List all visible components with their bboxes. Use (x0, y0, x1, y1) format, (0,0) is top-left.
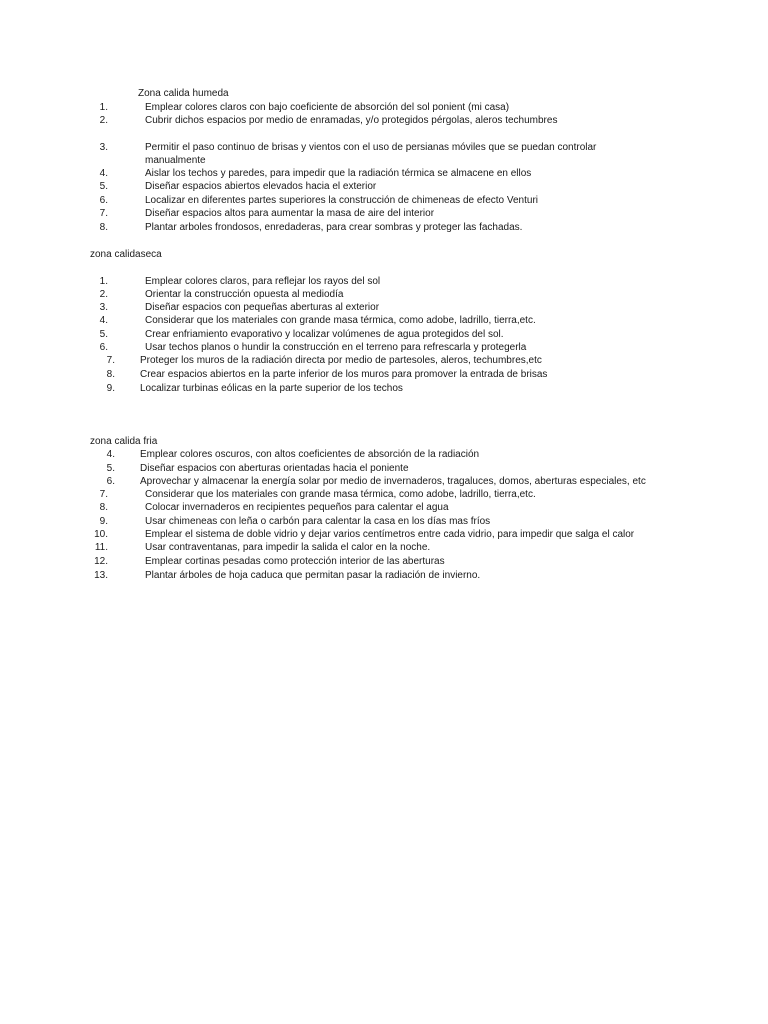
list-item-text: Emplear el sistema de doble vidrio y dejar varios centímetros entre cada vidrio, para impedir que salga el calor (145, 529, 635, 540)
list-item-number: 7. (99, 489, 108, 500)
list-item-text: Diseñar espacios con pequeñas aberturas al exterior (145, 302, 380, 313)
list-item-number: 8. (99, 222, 108, 233)
list-item-number: 5. (106, 463, 115, 474)
list-item-number: 4. (99, 168, 108, 179)
list-item-number: 7. (106, 355, 115, 366)
section-heading: zona calidaseca (90, 249, 162, 260)
list-item-text: Orientar la construcción opuesta al mediodía (145, 289, 344, 300)
list-item-number: 6. (99, 195, 108, 206)
list-item-text: Emplear colores claros, para reflejar los rayos del sol (145, 276, 381, 287)
list-item-text: Proteger los muros de la radiación directa por medio de partesoles, aleros, techumbres,etc (140, 355, 542, 366)
list-item-number: 3. (99, 142, 108, 153)
list-item-text: Cubrir dichos espacios por medio de enramadas, y/o protegidos pérgolas, aleros techumbres (145, 115, 558, 126)
list-item-text: Usar chimeneas con leña o carbón para calentar la casa en los días mas fríos (145, 516, 491, 527)
list-item-text: Plantar árboles de hoja caduca que permitan pasar la radiación de invierno. (145, 570, 481, 581)
section-heading: zona calida fria (90, 436, 158, 447)
list-item-text: Usar techos planos o hundir la construcción en el terreno para refrescarla y protegerla (145, 342, 527, 353)
list-item-text: Usar contraventanas, para impedir la salida el calor en la noche. (145, 542, 431, 553)
list-item-number: 10. (94, 529, 108, 540)
list-item-text: Colocar invernaderos en recipientes pequeños para calentar el agua (145, 502, 449, 513)
list-item-number: 12. (94, 556, 108, 567)
list-item-number: 8. (106, 369, 115, 380)
list-item-number: 9. (99, 516, 108, 527)
list-item-text: Diseñar espacios altos para aumentar la masa de aire del interior (145, 208, 435, 219)
list-item-number: 11. (94, 542, 108, 553)
list-item-text: Considerar que los materiales con grande masa térmica, como adobe, ladrillo, tierra,etc. (145, 315, 536, 326)
list-item-number: 13. (94, 570, 108, 581)
list-item-text: Crear espacios abiertos en la parte inferior de los muros para promover la entrada de brisas (140, 369, 548, 380)
list-item-number: 9. (106, 383, 115, 394)
list-item-text: Emplear colores oscuros, con altos coeficientes de absorción de la radiación (140, 449, 480, 460)
list-item-text: Aislar los techos y paredes, para impedir que la radiación térmica se almacene en ellos (145, 168, 532, 179)
section-heading: Zona calida humeda (138, 88, 229, 99)
list-item-number: 5. (99, 329, 108, 340)
list-item-text: Aprovechar y almacenar la energía solar por medio de invernaderos, tragaluces, domos, aberturas especiales, etc (140, 476, 646, 487)
list-item-number: 5. (99, 181, 108, 192)
list-item-number: 6. (99, 342, 108, 353)
list-item-number: 4. (99, 315, 108, 326)
list-item-number: 3. (99, 302, 108, 313)
list-item-number: 7. (99, 208, 108, 219)
list-item-number: 2. (99, 289, 108, 300)
list-item-number: 4. (106, 449, 115, 460)
list-item-text: Crear enfriamiento evaporativo y localizar volúmenes de agua protegidos del sol. (145, 329, 504, 340)
list-item-text: Emplear colores claros con bajo coeficiente de absorción del sol ponient (mi casa) (145, 102, 510, 113)
list-item-text: Localizar turbinas eólicas en la parte superior de los techos (140, 383, 403, 394)
list-item-text: Permitir el paso continuo de brisas y vientos con el uso de persianas móviles que se puedan controlar manualmente (145, 142, 597, 167)
list-item-text: Diseñar espacios con aberturas orientadas hacia el poniente (140, 463, 409, 474)
list-item-text: Plantar arboles frondosos, enredaderas, para crear sombras y proteger las fachadas. (145, 222, 523, 233)
list-item-number: 6. (106, 476, 115, 487)
list-item-text: Localizar en diferentes partes superiores la construcción de chimeneas de efecto Venturi (145, 195, 539, 206)
list-item-text: Considerar que los materiales con grande masa térmica, como adobe, ladrillo, tierra,etc. (145, 489, 536, 500)
list-item-number: 8. (99, 502, 108, 513)
list-item-number: 1. (99, 276, 108, 287)
list-item-text: Diseñar espacios abiertos elevados hacia el exterior (145, 181, 377, 192)
list-item-text: Emplear cortinas pesadas como protección interior de las aberturas (145, 556, 445, 567)
list-item-number: 1. (99, 102, 108, 113)
list-item-number: 2. (99, 115, 108, 126)
